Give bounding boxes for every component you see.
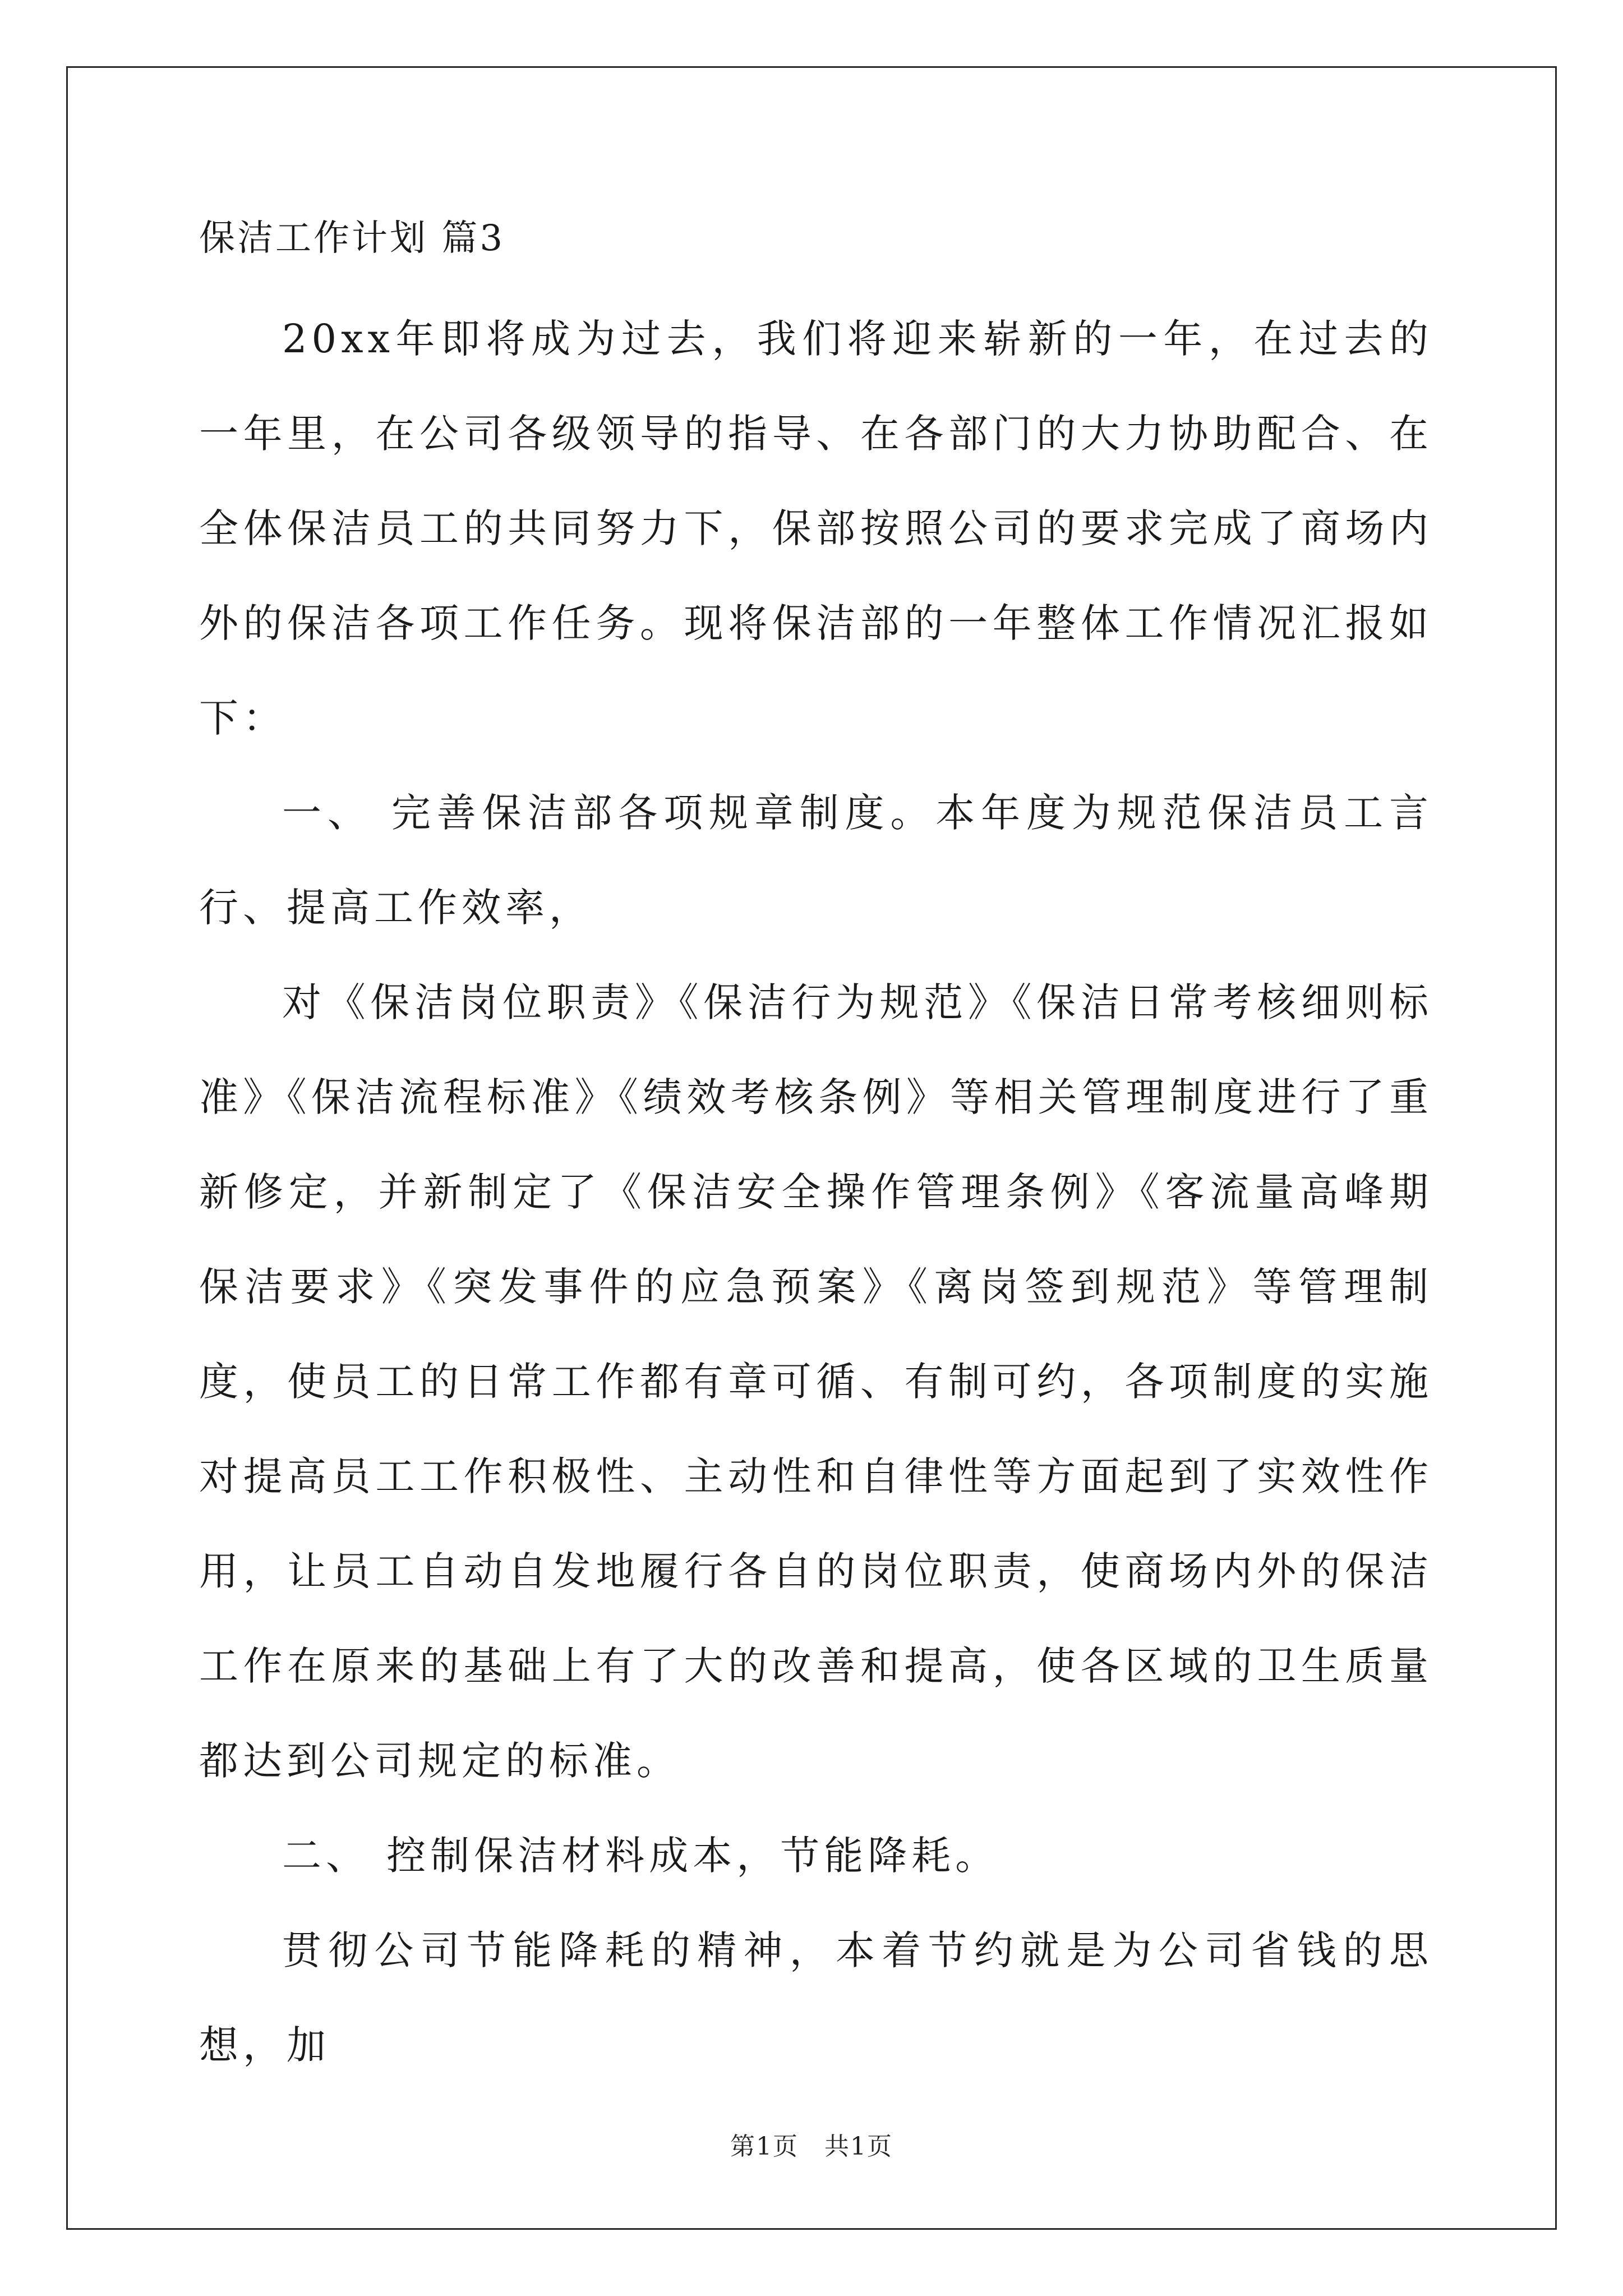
document-title: 保洁工作计划 篇3 (199, 218, 505, 259)
paragraph-section-one-body: 对《保洁岗位职责》《保洁行为规范》《保洁日常考核细则标准》《保洁流程标准》《绩效考核条例》等相关管理制度进行了重新修定，并新制定了《保洁安全操作管理条例》《客流量高峰期保洁要求》《突发事件的应急预案》《离岗签到规范》等管理制度，使员工的日常工作都有章可循、有制可约，各项制度的实施对提高员工工作积极性、主动性和自律性等方面起到了实效性作用，让员工自动自发地履行各自的岗位职责，使商场内外的保洁工作在原来的基础上有了大的改善和提高，使各区域的卫生质量都达到公司规定的标准。 (199, 979, 1433, 1784)
paragraph-section-two-heading: 二、 控制保洁材料成本，节能降耗。 (282, 1833, 999, 1879)
paragraph-section-one-heading: 一、 完善保洁部各项规章制度。本年度为规范保洁员工言行、提高工作效率， (199, 790, 1433, 931)
page-number-footer: 第1页 共1页 (730, 2132, 893, 2161)
document-body (199, 213, 1433, 2093)
paragraph-section-two-body: 贯彻公司节能降耗的精神，本着节约就是为公司省钱的思想，加 (199, 1927, 1433, 2068)
paragraph-intro: 20xx年即将成为过去，我们将迎来崭新的一年，在过去的一年里，在公司各级领导的指导、在各部门的大力协助配合、在全体保洁员工的共同努力下，保部按照公司的要求完成了商场内外的保洁各项工作任务。现将保洁部的一年整体工作情况汇报如下： (199, 316, 1433, 741)
